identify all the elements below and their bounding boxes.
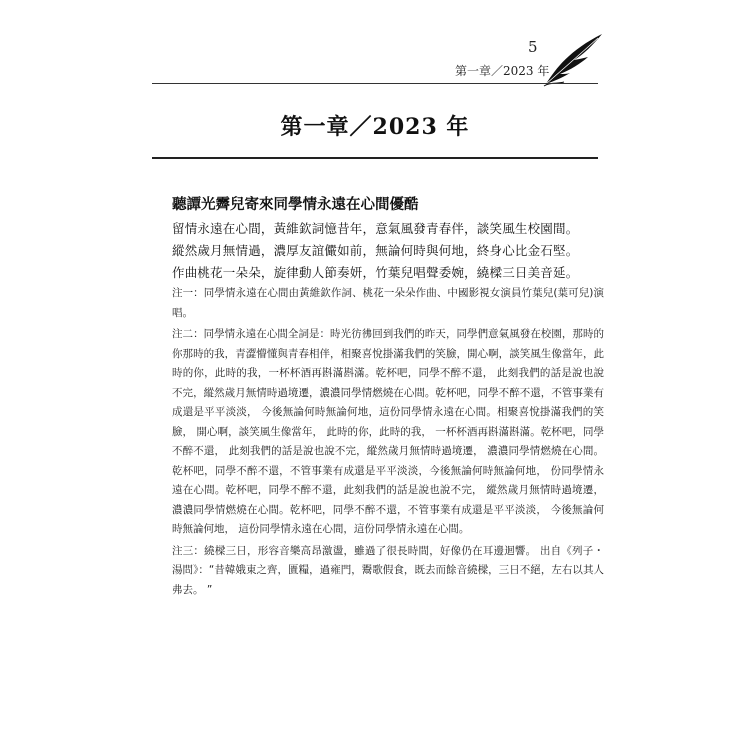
lyric-line: 縱然歲月無情過，濃厚友誼儼如前，無論何時與何地，終身心比金石堅。 — [172, 243, 579, 258]
quill-pen-icon — [540, 30, 608, 88]
page-number: 5 — [528, 38, 538, 56]
title-rule — [152, 157, 598, 159]
chapter-title: 第一章／2023 年 — [280, 114, 470, 140]
header-rule — [152, 83, 598, 84]
note-2: 注二：同學情永遠在心間全詞是：時光彷彿回到我們的昨天，同學們意氣風發在校園，那時的你那時的我，青澀懵懂與青春相伴，相聚喜悅掛滿我們的笑臉，開心啊，談笑風生像當年，此時的你，此時的我，一杯杯酒再斟滿斟滿。乾杯吧，同學不醉不還， 此刻我們的話是說也說不完，縱然歲月無情時過境遷，濃濃同學情燃燒在心間。乾杯吧，同學不醉不還，不管事業有成還是平平淡淡， 今後無論何時無論何地，這份同學情永遠在心間。相聚喜悅掛滿我們的笑臉， 開心啊，談笑風生像當年， 此時的你，此時的我， 一杯杯酒再斟滿斟滿。乾杯吧，同學不醉不還， 此刻我們的話是說也說不完，縱然歲月無情時過境遷， 濃濃同學情燃燒在心間。 乾杯吧，同學不醉不還，不管事業有成還是平平淡淡，今後無論何時無論何地， 份同學情永遠在心間。乾杯吧，同學不醉不還，此刻我們的話是說也說不完， 縱然歲月無情時過境遷，濃濃同學情燃燒在心間。乾杯吧，同學不醉不還，不管事業有成還是平平淡淡， 今後無論何時無論何地， 這份同學情永遠在心間，這份同學情永遠在心間。 — [172, 328, 604, 535]
lyrics-block — [172, 218, 612, 284]
running-header: 第一章／2023 年 — [455, 64, 550, 78]
lyric-line: 作曲桃花一朵朵，旋律動人節奏妍，竹葉兒唱聲委婉，繞樑三日美音延。 — [172, 265, 579, 280]
lyric-line: 留情永遠在心間，黃維欽詞憶昔年，意氣風發青春伴，談笑風生校園間。 — [172, 221, 579, 236]
notes-block — [172, 284, 604, 602]
note-1: 注一：同學情永遠在心間由黃維欽作詞、桃花一朵朵作曲、中國影視女演員竹葉兒(葉可兒)演唱。 — [172, 287, 604, 319]
section-heading: 聽譚光霽兒寄來同學情永遠在心間優酷 — [172, 197, 419, 213]
note-3: 注三：繞樑三日，形容音樂高昂激盪，雖過了很長時間，好像仍在耳邊迴響。 出自《列子・湯問》：“昔韓娥東之齊，匱糧，過雍門，鬻歌假食，既去而餘音繞樑，三日不絕，左右以其人弗去。 ” — [172, 544, 604, 596]
